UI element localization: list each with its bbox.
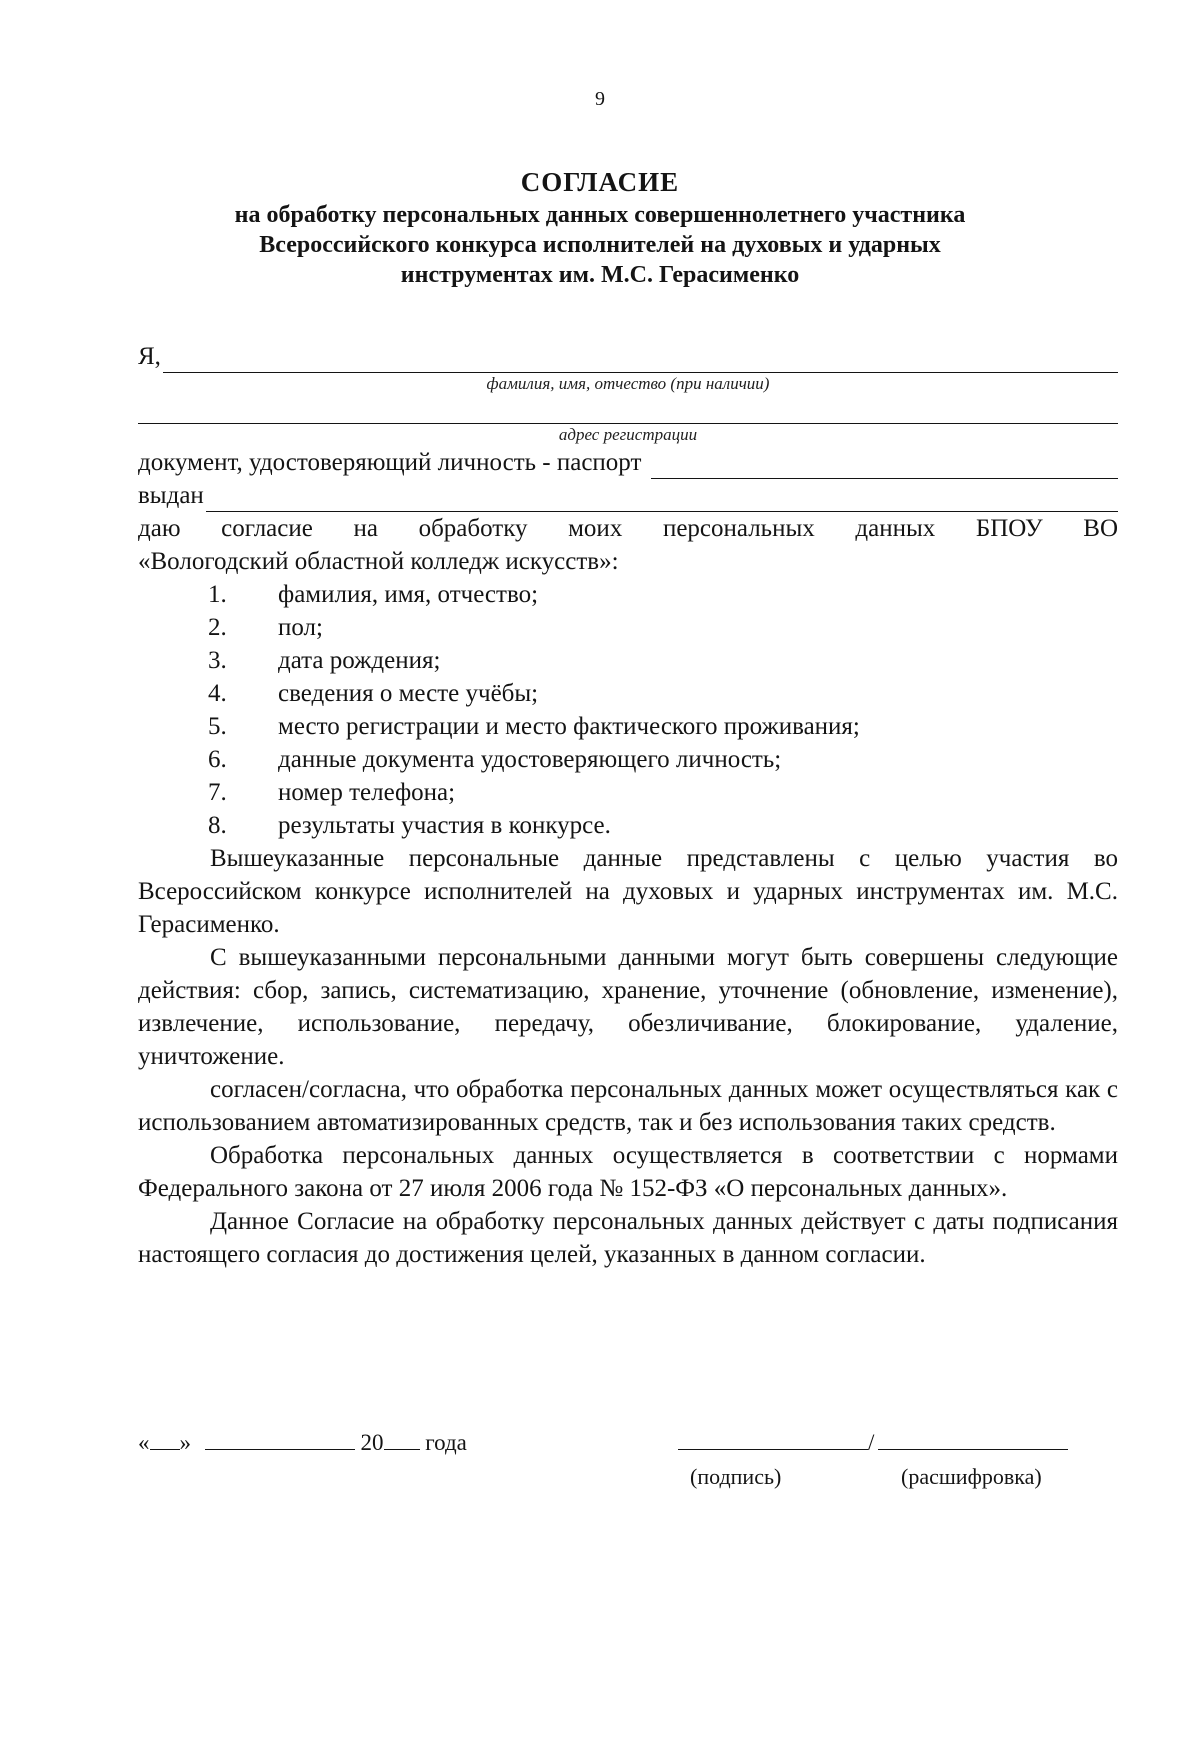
item-number: 3. (208, 647, 227, 674)
quote-open: « (138, 1430, 150, 1455)
personal-data-list (138, 578, 1118, 842)
list-item (138, 677, 1118, 710)
subtitle-line: инструментах им. М.С. Герасименко (400, 262, 800, 288)
item-text: сведения о месте учёбы; (278, 680, 539, 707)
transcript-caption: (расшифровка) (901, 1464, 1042, 1489)
item-text: дата рождения; (278, 647, 441, 674)
title-block (140, 164, 1060, 290)
issued-by-field[interactable] (206, 487, 1118, 512)
signature-field[interactable] (678, 1429, 868, 1450)
year-prefix: 20 (360, 1430, 384, 1455)
signature-caption: (подпись) (690, 1464, 782, 1489)
name-row (138, 340, 1118, 373)
year-field[interactable] (384, 1429, 420, 1450)
quote-close: » (179, 1430, 191, 1455)
item-text: номер телефона; (278, 779, 456, 806)
signature-row (138, 1424, 1118, 1458)
name-hint: фамилия, имя, отчество (при наличии) (486, 374, 770, 393)
document-body (138, 340, 1118, 1271)
i-label: Я, (138, 343, 161, 370)
slash: / (868, 1430, 875, 1455)
item-text: место регистрации и место фактического проживания; (278, 713, 860, 740)
law-paragraph: Обработка персональных данных осуществляется в соответствии с нормами Федерального закона от 27 июля 2006 года № 152-ФЗ «О персональных данных». (138, 1142, 1118, 1202)
item-number: 2. (208, 614, 227, 641)
purpose-paragraph: Вышеуказанные персональные данные представлены с целью участия во Всероссийском конкурсе исполнителей на духовых и ударных инструментах им. М.С. Герасименко. (138, 845, 1118, 938)
address-hint: адрес регистрации (558, 425, 698, 444)
list-item (138, 644, 1118, 677)
transcript-field[interactable] (878, 1429, 1068, 1450)
signature-fields (678, 1428, 1068, 1458)
item-number: 8. (208, 812, 227, 839)
list-item (138, 710, 1118, 743)
subtitle-line: Всероссийского конкурса исполнителей на духовых и ударных (259, 232, 941, 258)
item-text: фамилия, имя, отчество; (278, 581, 539, 608)
document-title: СОГЛАСИЕ (520, 167, 680, 197)
item-number: 5. (208, 713, 227, 740)
list-item (138, 776, 1118, 809)
day-field[interactable] (150, 1429, 180, 1450)
list-item (138, 578, 1118, 611)
item-text: данные документа удостоверяющего личность; (278, 746, 782, 773)
issued-label: выдан (138, 482, 204, 509)
date-field (138, 1428, 467, 1458)
item-number: 4. (208, 680, 227, 707)
subtitle-line: на обработку персональных данных совершеннолетнего участника (234, 202, 966, 228)
year-suffix: года (425, 1430, 467, 1455)
item-number: 1. (208, 581, 227, 608)
item-number: 7. (208, 779, 227, 806)
full-name-field[interactable] (163, 348, 1118, 373)
consent-line: даю согласие на обработку моих персональных данных БПОУ ВО (138, 515, 1118, 542)
issued-row (138, 479, 1118, 512)
actions-paragraph: С вышеуказанными персональными данными могут быть совершены следующие действия: сбор, запись, систематизацию, хранение, уточнение (обновление, изменение), извлечение, использование, передачу, обезличивание, блокирование, удаление, уничтожение. (138, 944, 1118, 1070)
month-field[interactable] (205, 1429, 355, 1450)
page-number: 9 (595, 88, 605, 110)
address-field[interactable] (138, 401, 1118, 424)
consent-line: «Вологодский областной колледж искусств»: (138, 548, 619, 575)
list-item (138, 611, 1118, 644)
signature-block (138, 1424, 1118, 1489)
methods-paragraph: согласен/согласна, что обработка персональных данных может осуществляться как с использованием автоматизированных средств, так и без использования таких средств. (138, 1076, 1118, 1136)
item-text: пол; (278, 614, 323, 641)
item-text: результаты участия в конкурсе. (278, 812, 611, 839)
list-item (138, 743, 1118, 776)
passport-field[interactable] (651, 454, 1118, 479)
list-item (138, 809, 1118, 842)
document-label: документ, удостоверяющий личность - паспорт (138, 449, 642, 476)
document-row (138, 446, 1118, 479)
item-number: 6. (208, 746, 227, 773)
validity-paragraph: Данное Согласие на обработку персональных данных действует с даты подписания настоящего согласия до достижения целей, указанных в данном согласии. (138, 1208, 1118, 1268)
